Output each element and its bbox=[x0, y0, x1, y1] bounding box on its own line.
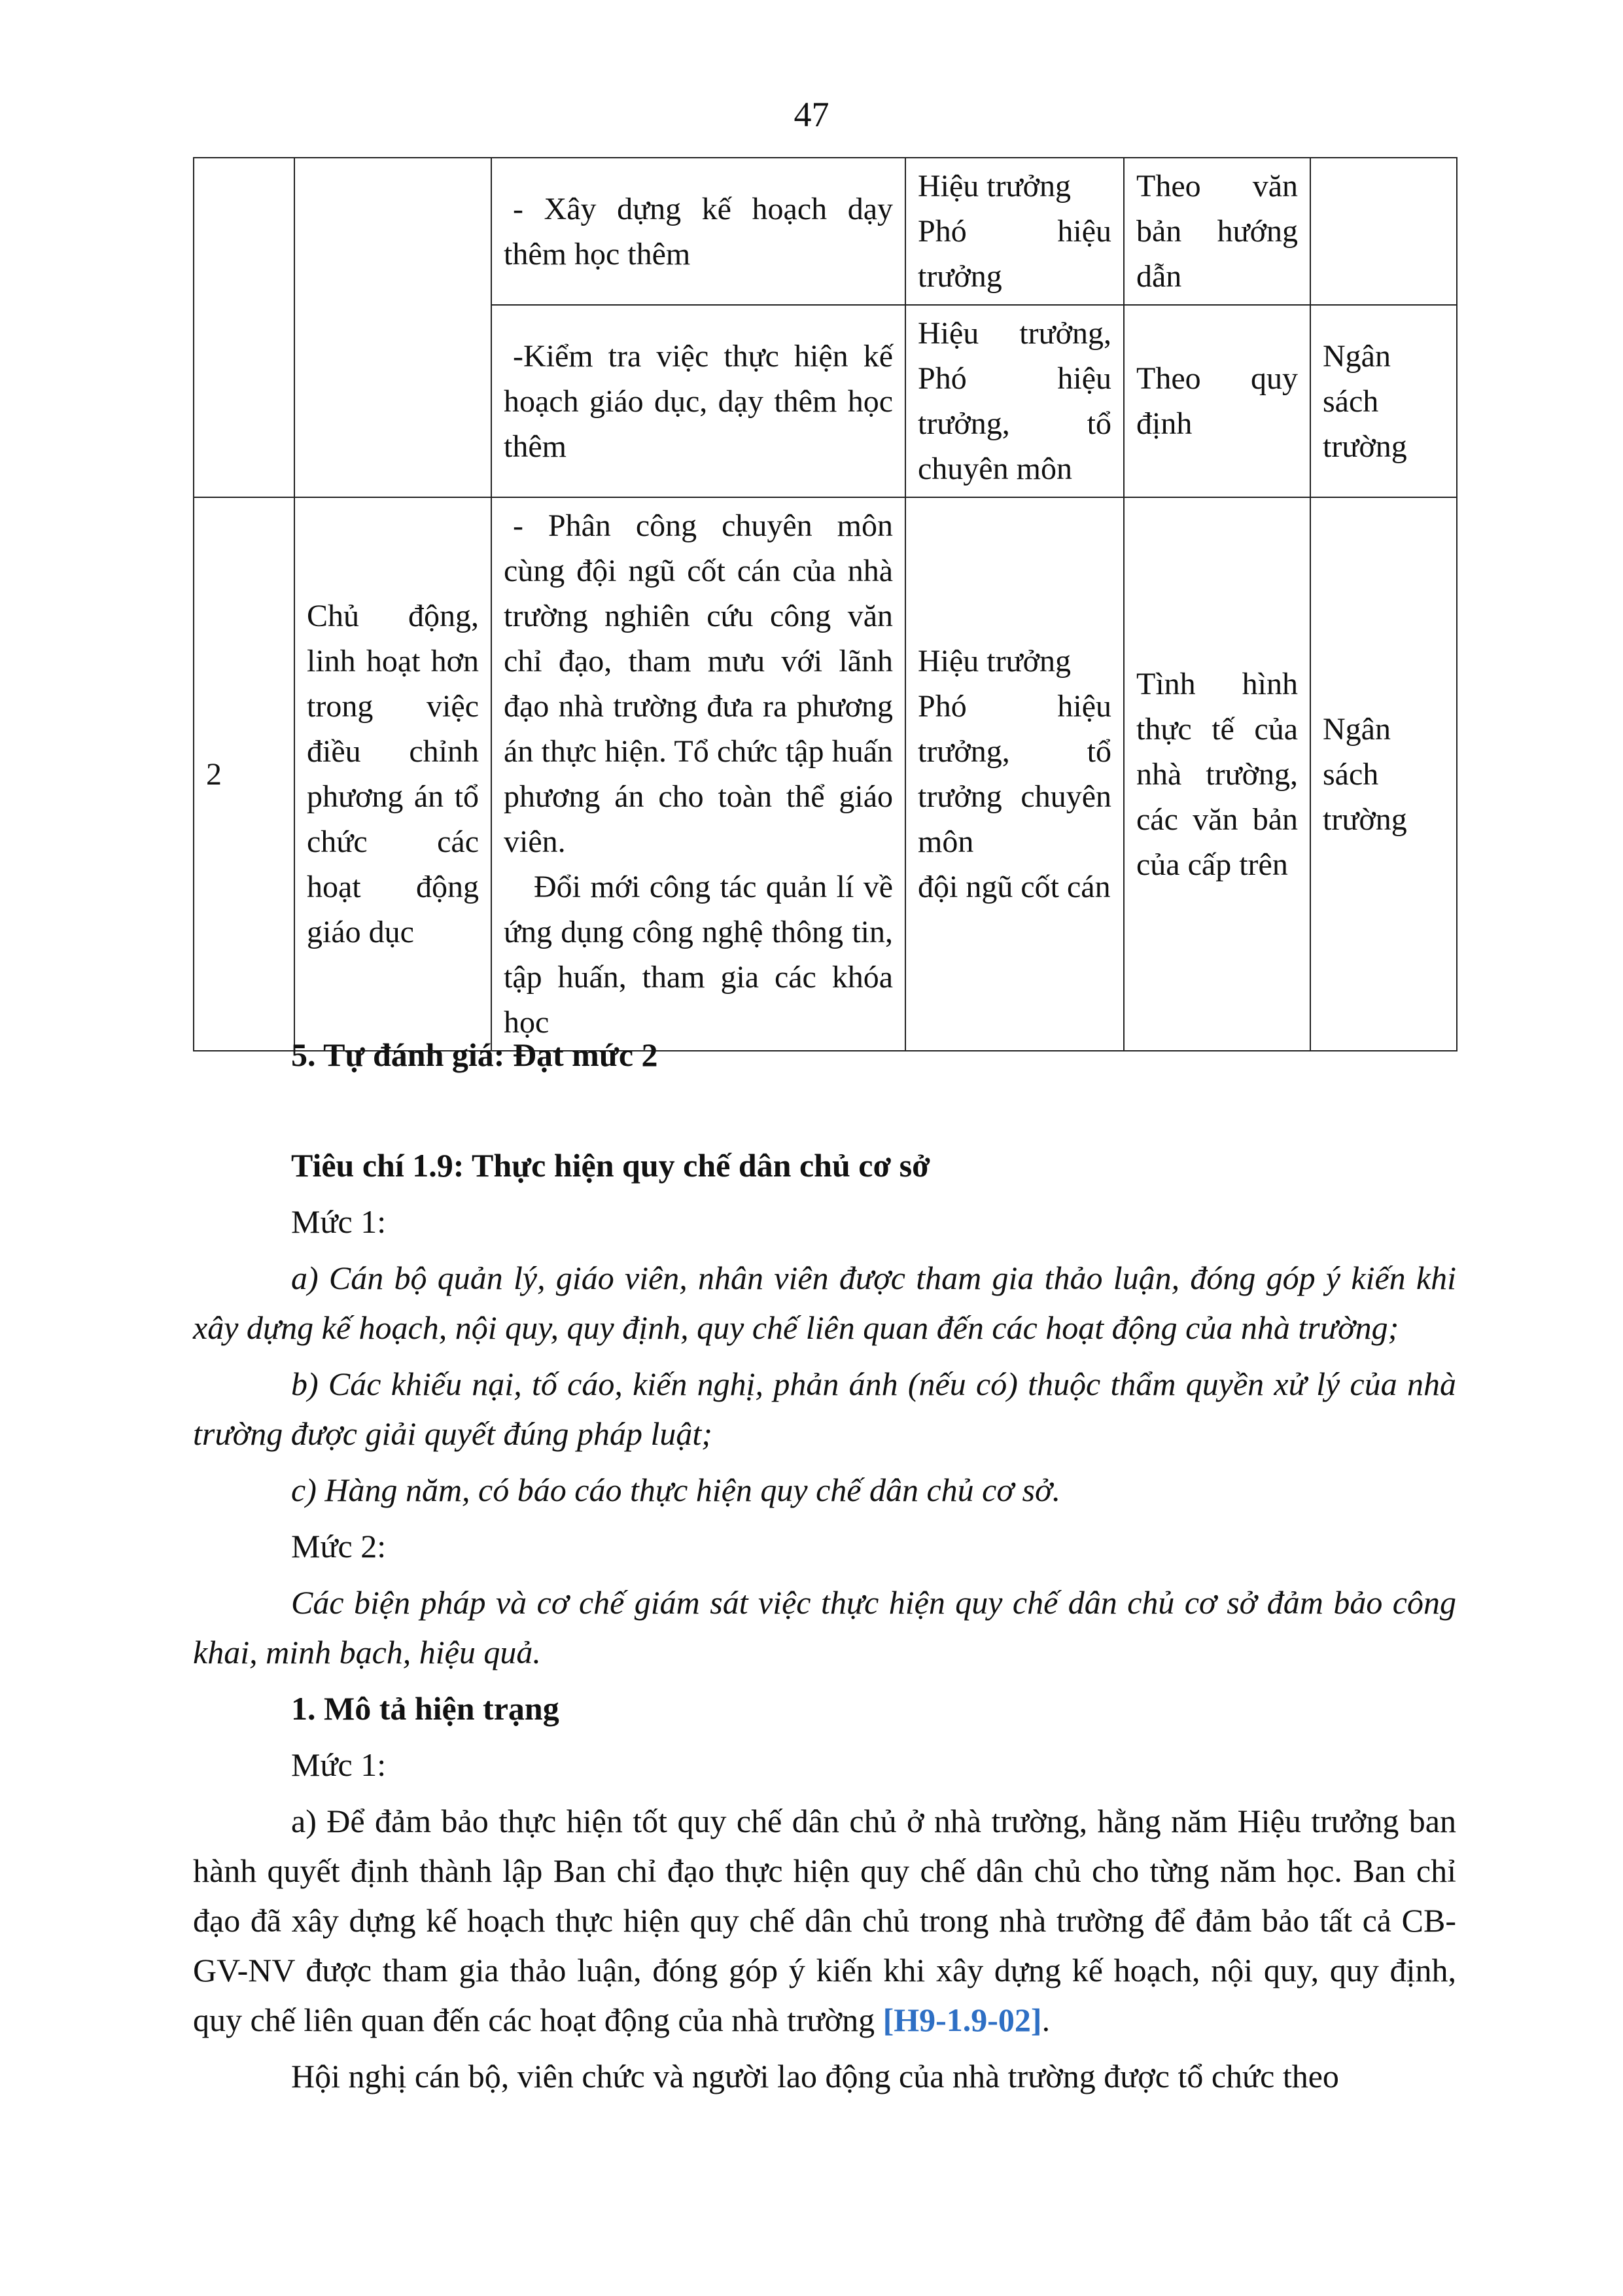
row-2-task-cell bbox=[491, 497, 905, 1051]
criterion-title: Tiêu chí 1.9: Thực hiện quy chế dân chủ cơ sở bbox=[291, 1147, 930, 1184]
row-a-responsible-cell bbox=[905, 158, 1124, 305]
row-b-basis-cell: Theo quy định bbox=[1124, 305, 1310, 497]
level1-item-b: b) Các khiếu nại, tố cáo, kiến nghị, phản ánh (nếu có) thuộc thẩm quyền xử lý của nhà trường được giải quyết đúng pháp luật; bbox=[193, 1366, 1456, 1452]
criterion-block bbox=[193, 1140, 1456, 2101]
row-2-responsible-line: Phó hiệu trưởng, tổ trưởng chuyên môn bbox=[918, 689, 1111, 859]
level1-label: Mức 1: bbox=[291, 1203, 387, 1240]
paragraph-a-end: . bbox=[1041, 2002, 1051, 2038]
row-a-task-cell: - Xây dựng kế hoạch dạy thêm học thêm bbox=[491, 158, 905, 305]
paragraph-last: Hội nghị cán bộ, viên chức và người lao động của nhà trường được tổ chức theo bbox=[291, 2058, 1339, 2094]
row-2-funding-cell: Ngân sách trường bbox=[1310, 497, 1457, 1051]
row-2-basis-cell: Tình hình thực tế của nhà trường, các văn bản của cấp trên bbox=[1124, 497, 1310, 1051]
row-b-funding-cell: Ngân sách trường bbox=[1310, 305, 1457, 497]
level1-item-a: a) Cán bộ quản lý, giáo viên, nhân viên được tham gia thảo luận, đóng góp ý kiến khi xây dựng kế hoạch, nội quy, quy định, quy chế liên quan đến các hoạt động của nhà trường; bbox=[193, 1260, 1456, 1346]
evidence-ref[interactable]: [H9-1.9-02] bbox=[882, 2002, 1042, 2038]
row-b-responsible-cell: Hiệu trưởng, Phó hiệu trưởng, tổ chuyên môn bbox=[905, 305, 1124, 497]
section1-title: 1. Mô tả hiện trạng bbox=[291, 1690, 559, 1727]
level2-text: Các biện pháp và cơ chế giám sát việc thực hiện quy chế dân chủ cơ sở đảm bảo công khai, minh bạch, hiệu quả. bbox=[193, 1584, 1456, 1670]
row-2-task-line: Đổi mới công tác quản lí về ứng dụng công nghệ thông tin, tập huấn, tham gia các khóa học bbox=[504, 870, 893, 1040]
paragraph-a-text: a) Để đảm bảo thực hiện tốt quy chế dân chủ ở nhà trường, hằng năm Hiệu trưởng ban hành quyết định thành lập Ban chỉ đạo thực hiện quy chế dân chủ cho từng năm học. Ban chỉ đạo đã xây dựng kế hoạch thực hiện quy chế dân chủ trong nhà trường để đảm bảo tất cả CB-GV-NV được tham gia thảo luận, đóng góp ý kiến khi xây dựng kế hoạch, nội quy, quy định, quy chế liên quan đến các hoạt động của nhà trường bbox=[193, 1803, 1456, 2038]
self-assessment-block bbox=[193, 1030, 1456, 1080]
table-row bbox=[194, 497, 1457, 1051]
row-a-number-cell bbox=[194, 158, 294, 497]
plan-table bbox=[193, 157, 1457, 1051]
row-2-task-line: - Phân công chuyên môn cùng đội ngũ cốt cán của nhà trường nghiên cứu công văn chỉ đạo, tham mưu với lãnh đạo nhà trường đưa ra phương án thực hiện. Tổ chức tập huấn phương án cho toàn thể giáo viên. bbox=[504, 508, 893, 859]
row-a-funding-cell bbox=[1310, 158, 1457, 305]
row-2-responsible-cell bbox=[905, 497, 1124, 1051]
row-b-task-cell: -Kiểm tra việc thực hiện kế hoạch giáo dục, dạy thêm học thêm bbox=[491, 305, 905, 497]
paragraph-a bbox=[193, 1796, 1456, 2045]
level1-item-c: c) Hàng năm, có báo cáo thực hiện quy chế dân chủ cơ sở. bbox=[291, 1472, 1061, 1508]
self-assessment: 5. Tự đánh giá: Đạt mức 2 bbox=[291, 1036, 658, 1073]
row-2-number-cell: 2 bbox=[194, 497, 294, 1051]
row-a-responsible-line: Hiệu trưởng bbox=[918, 169, 1072, 203]
row-2-responsible-line: Hiệu trưởng bbox=[918, 644, 1072, 679]
table-row bbox=[194, 158, 1457, 305]
row-a-responsible-line: Phó hiệu trưởng bbox=[918, 214, 1111, 294]
section1-level-label: Mức 1: bbox=[291, 1746, 387, 1783]
level2-label: Mức 2: bbox=[291, 1528, 387, 1564]
page-number: 47 bbox=[794, 95, 829, 134]
row-a-basis-cell: Theo văn bản hướng dẫn bbox=[1124, 158, 1310, 305]
row-2-goal-cell: Chủ động, linh hoạt hơn trong việc điều chỉnh phương án tổ chức các hoạt động giáo dục bbox=[294, 497, 491, 1051]
row-a-goal-cell bbox=[294, 158, 491, 497]
row-2-responsible-line: đội ngũ cốt cán bbox=[918, 870, 1111, 904]
